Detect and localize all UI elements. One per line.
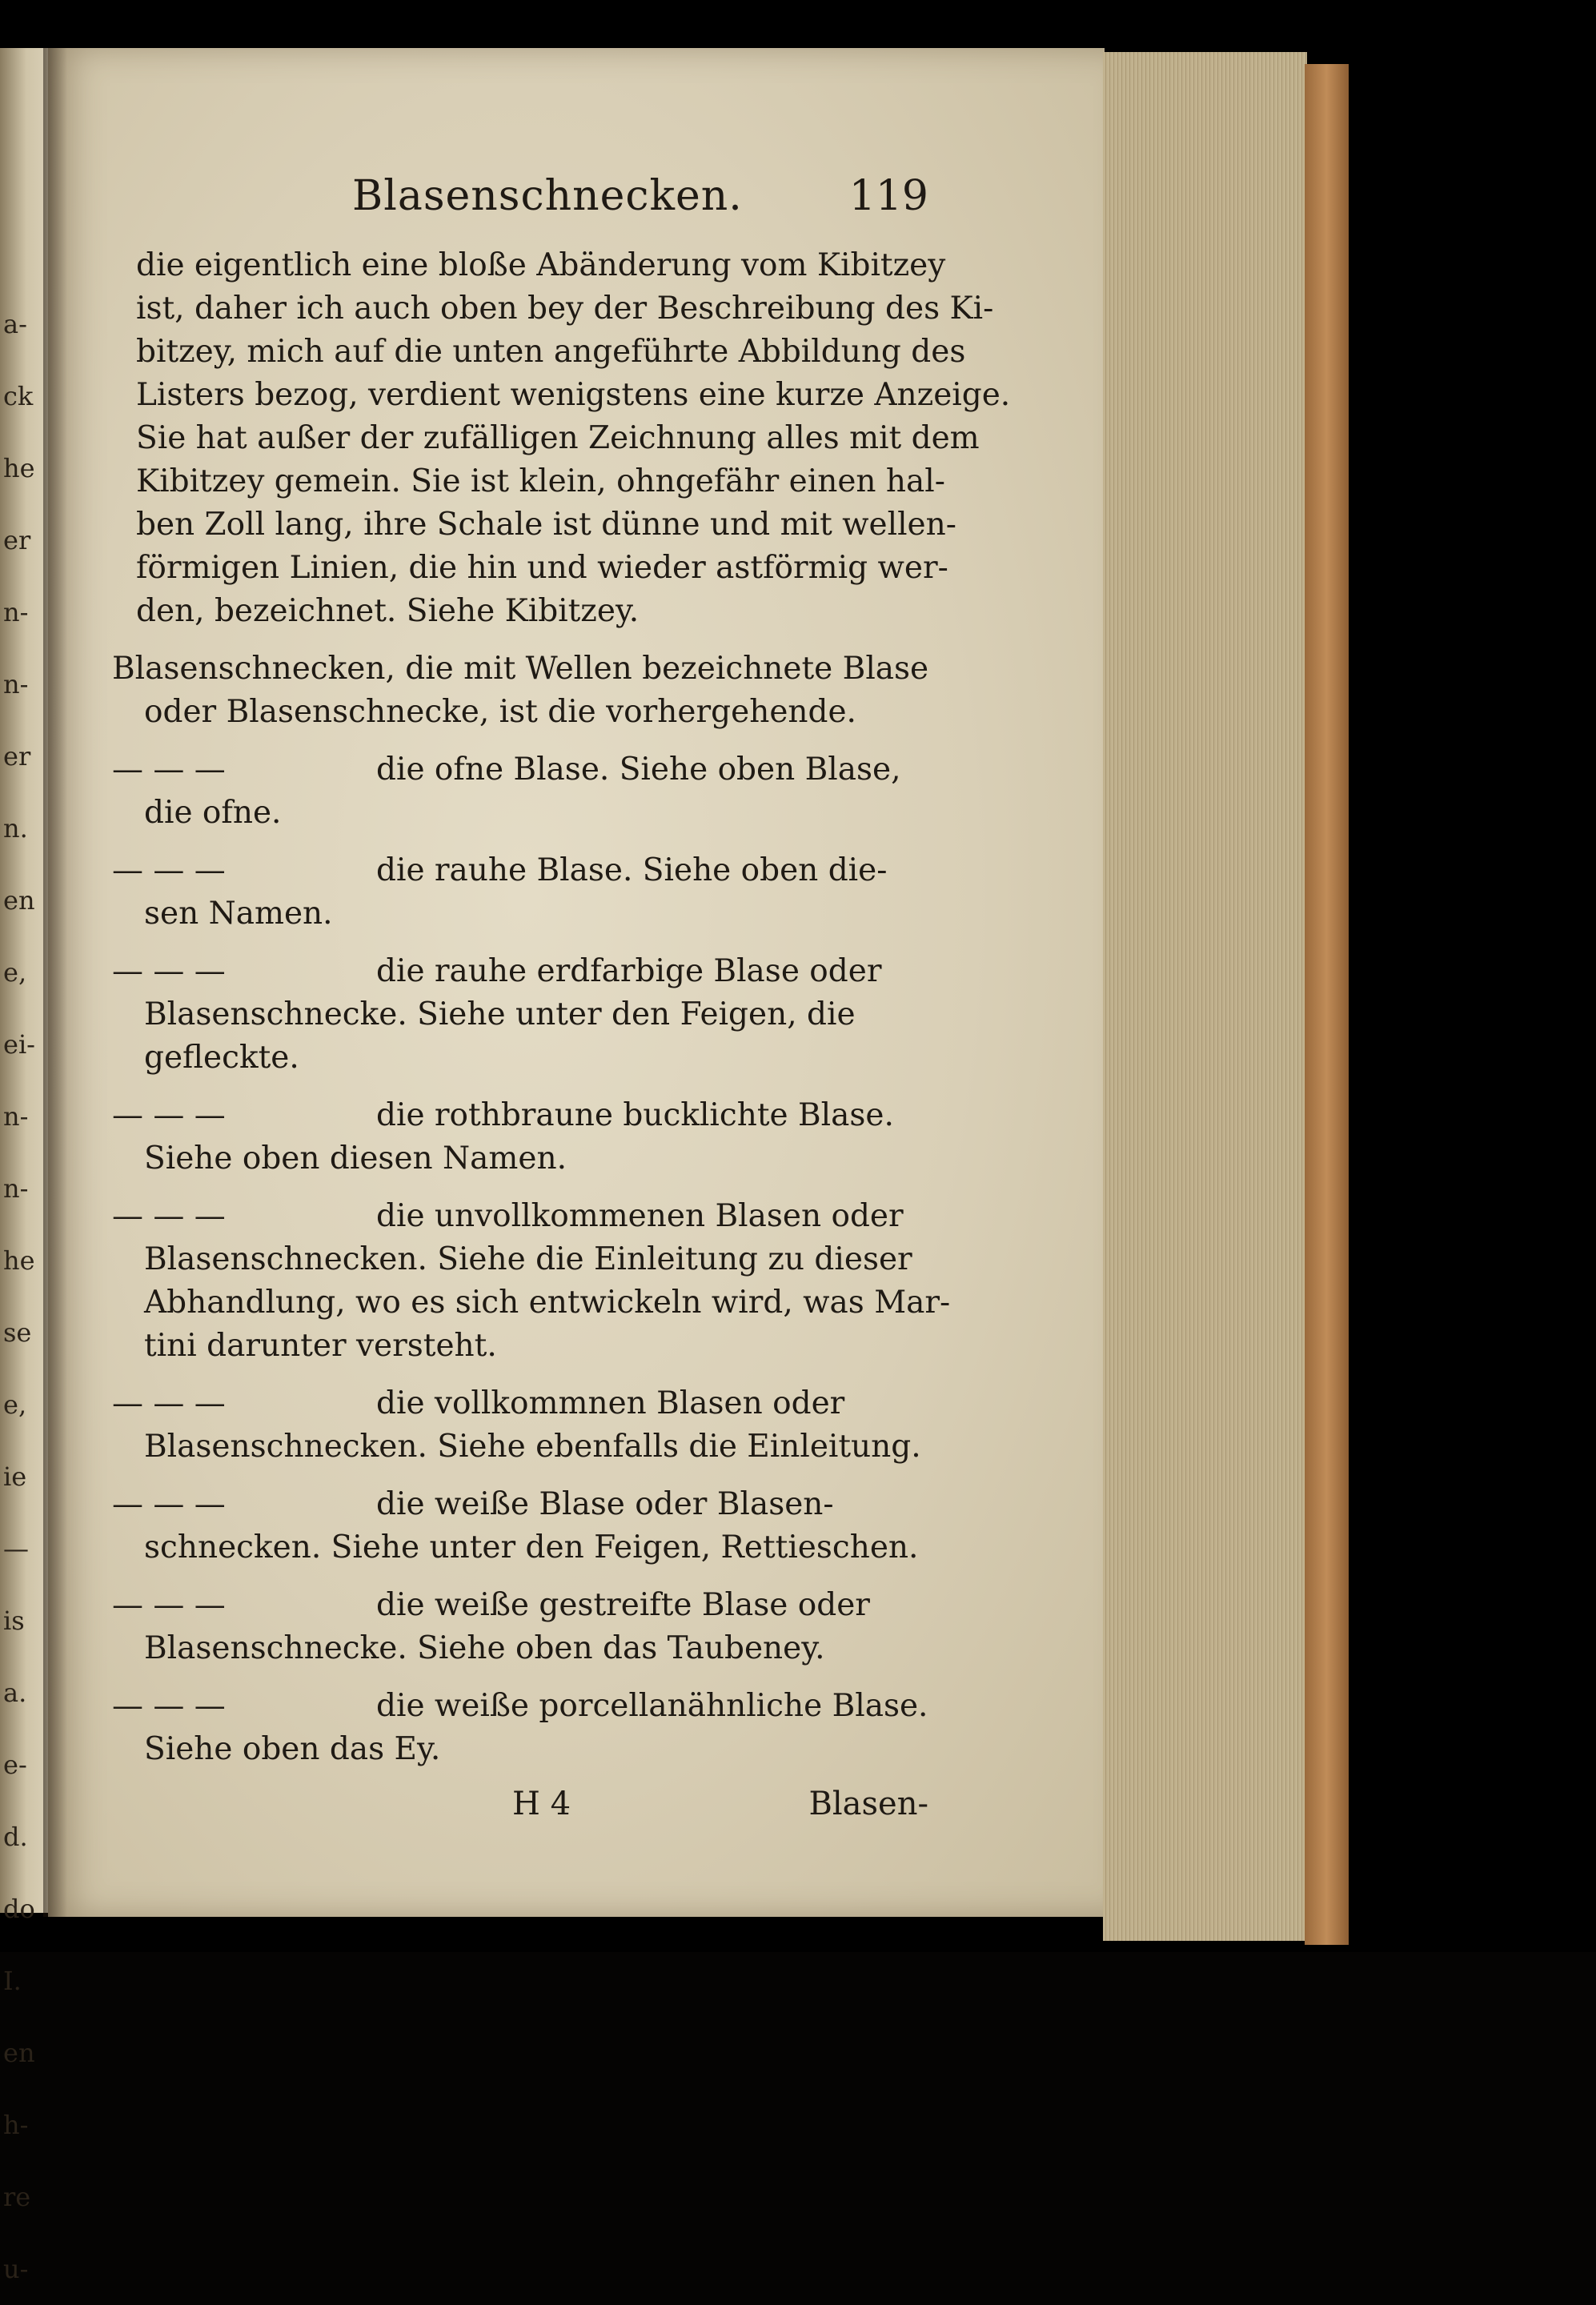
sub-entry-first-line: [112, 748, 928, 792]
left-page-fragment: er: [3, 741, 31, 772]
left-page-fragment: se: [3, 1317, 32, 1348]
sub-entry-first-line: [112, 1685, 928, 1728]
entry-line: die weiße porcellanähnliche Blase.: [376, 1688, 928, 1724]
left-page-fragment: n-: [3, 1173, 29, 1204]
ditto-dashes: — — —: [112, 1198, 226, 1234]
text-line: die eigentlich eine bloße Abänderung vom Kibitzey: [136, 247, 946, 283]
entry-line: die rauhe Blase. Siehe oben die-: [376, 852, 888, 888]
entry-line: sen Namen.: [144, 896, 333, 932]
left-page-margin: [0, 48, 48, 2284]
sub-entry: [112, 748, 928, 835]
left-page-fragment: do: [3, 1894, 35, 1924]
gutter-shadow: [43, 48, 67, 1917]
left-page-fragment: n-: [3, 597, 29, 627]
left-page-fragment: —: [3, 1533, 29, 1564]
sub-entry-first-line: [112, 950, 928, 993]
sub-entry: [112, 1584, 928, 1670]
ditto-dashes: — — —: [112, 1688, 226, 1724]
left-page-fragment: is: [3, 1605, 25, 1636]
cover-edge: [1305, 64, 1349, 1945]
sub-entry: [112, 849, 928, 936]
sub-entry: [112, 950, 928, 1080]
signature-mark: H 4: [512, 1786, 571, 1822]
entry-line: die ofne Blase. Siehe oben Blase,: [376, 752, 901, 788]
text-line: Listers bezog, verdient wenigstens eine kurze Anzeige.: [136, 377, 1011, 413]
page-header: [112, 172, 928, 244]
ditto-dashes: — — —: [112, 953, 226, 989]
text-block: [112, 172, 1011, 1842]
sub-entry-first-line: [112, 1195, 928, 1238]
entry-line: die unvollkommenen Blasen oder: [376, 1198, 904, 1234]
left-page-fragment: er: [3, 525, 31, 555]
catchword: Blasen-: [808, 1786, 928, 1822]
entry-line: die weiße Blase oder Blasen-: [376, 1486, 834, 1522]
entry-line: Blasenschnecken, die mit Wellen bezeichnete Blase: [112, 651, 929, 687]
ditto-dashes: — — —: [112, 1097, 226, 1133]
entry-line: Blasenschnecke. Siehe oben das Taubeney.: [144, 1630, 825, 1666]
page-footer: [112, 1786, 928, 1842]
left-page-fragment: n.: [3, 813, 28, 844]
left-page-fragment: ei-: [3, 1029, 35, 1060]
left-page-fragment: d.: [3, 1822, 28, 1852]
left-page-fragment: e-: [3, 1750, 27, 1780]
sub-entry-first-line: [112, 1483, 928, 1526]
page-block-edge: [1103, 52, 1307, 1941]
entry-line: Blasenschnecken. Siehe ebenfalls die Einleitung.: [144, 1429, 921, 1465]
text-line: Sie hat außer der zufälligen Zeichnung alles mit dem: [136, 420, 980, 456]
entry-line: Siehe oben diesen Namen.: [144, 1140, 567, 1177]
ditto-dashes: — — —: [112, 752, 226, 788]
left-page-fragment: a.: [3, 1678, 27, 1708]
left-page-fragments: [3, 288, 45, 2305]
entry-line: die vollkommnen Blasen oder: [376, 1385, 845, 1421]
entry-line: gefleckte.: [144, 1040, 299, 1076]
sub-entry: [112, 1483, 928, 1569]
ditto-dashes: — — —: [112, 1486, 226, 1522]
entry-line: schnecken. Siehe unter den Feigen, Rettieschen.: [144, 1529, 919, 1565]
left-page-fragment: en: [3, 2038, 35, 2068]
left-page-fragment: he: [3, 1245, 35, 1276]
sub-entry-first-line: [112, 1382, 928, 1425]
text-line: bitzey, mich auf die unten angeführte Abbildung des: [136, 334, 966, 370]
sub-entry: [112, 1685, 928, 1771]
entry-line: Siehe oben das Ey.: [144, 1731, 441, 1767]
text-line: den, bezeichnet. Siehe Kibitzey.: [136, 593, 640, 629]
left-page-fragment: a-: [3, 309, 27, 339]
sub-entry-first-line: [112, 1584, 928, 1627]
ditto-dashes: — — —: [112, 1385, 226, 1421]
left-page-fragment: u-: [3, 2254, 29, 2284]
ditto-dashes: — — —: [112, 1587, 226, 1623]
left-page-fragment: e,: [3, 957, 27, 988]
text-line: ist, daher ich auch oben bey der Beschreibung des Ki-: [136, 291, 994, 327]
page-number: 119: [848, 172, 928, 220]
left-page-fragment: re: [3, 2182, 31, 2212]
paragraph: [112, 244, 1011, 633]
left-page-fragment: I.: [3, 1966, 22, 1996]
sub-entries: [112, 748, 951, 1771]
entry-line: Blasenschnecke. Siehe unter den Feigen, die: [144, 996, 856, 1032]
entry-line: die ofne.: [144, 795, 282, 831]
sub-entry-first-line: [112, 1094, 928, 1137]
left-page-fragment: h-: [3, 2110, 29, 2140]
entry-line: Blasenschnecken. Siehe die Einleitung zu dieser: [144, 1241, 912, 1277]
entry-line: die rothbraune bucklichte Blase.: [376, 1097, 894, 1133]
entry-line: Abhandlung, wo es sich entwickeln wird, was Mar-: [144, 1285, 951, 1321]
sub-entry: [112, 1382, 928, 1469]
text-line: förmigen Linien, die hin und wieder astförmig wer-: [136, 550, 948, 586]
left-page-fragment: he: [3, 453, 35, 483]
left-page-fragment: ie: [3, 1461, 27, 1492]
sub-entry: [112, 1195, 951, 1368]
dictionary-entry: [112, 647, 928, 734]
text-line: ben Zoll lang, ihre Schale ist dünne und mit wellen-: [136, 507, 956, 543]
running-title: Blasenschnecken.: [352, 172, 743, 220]
left-page-fragment: n-: [3, 1101, 29, 1132]
entry-line: die rauhe erdfarbige Blase oder: [376, 953, 882, 989]
left-page-fragment: e,: [3, 1389, 27, 1420]
entry-line: tini darunter versteht.: [144, 1328, 497, 1364]
left-page-fragment: n-: [3, 669, 29, 700]
left-page-fragment: ck: [3, 381, 34, 411]
sub-entry-first-line: [112, 849, 928, 892]
entry-line: oder Blasenschnecke, ist die vorhergehende.: [144, 694, 856, 730]
entry-line: die weiße gestreifte Blase oder: [376, 1587, 870, 1623]
sub-entry: [112, 1094, 928, 1181]
text-line: Kibitzey gemein. Sie ist klein, ohngefähr einen hal-: [136, 463, 945, 499]
ditto-dashes: — — —: [112, 852, 226, 888]
left-page-fragment: en: [3, 885, 35, 916]
